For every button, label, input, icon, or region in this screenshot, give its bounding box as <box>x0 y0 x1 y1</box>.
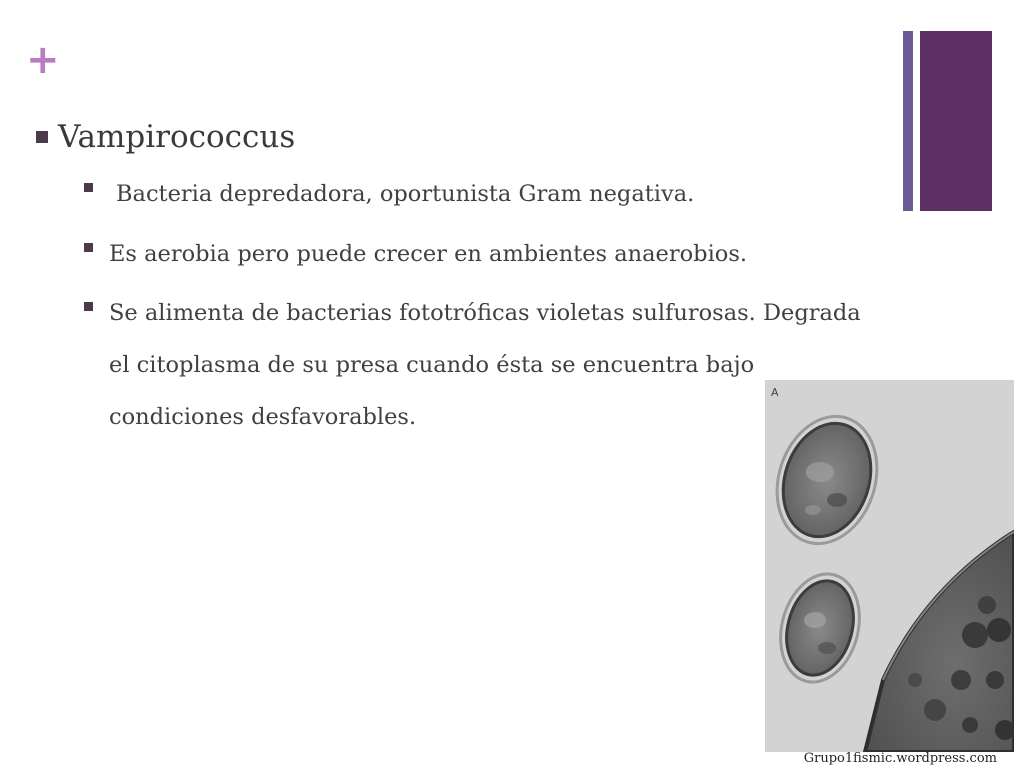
slide-title-row <box>36 115 295 159</box>
panel-label: A <box>771 386 779 399</box>
accent-bar-thin <box>903 31 913 211</box>
bullet-text: Se alimenta de bacterias fototróficas violetas sulfurosas. Degrada el citoplasma de su presa cuando ésta se encuentra bajo condiciones desfavorables. <box>109 300 861 430</box>
accent-bar-thick <box>920 31 992 211</box>
plus-decoration-icon: + <box>26 37 60 83</box>
bullet-item <box>84 168 694 220</box>
bullet-item <box>84 228 747 280</box>
bullet-square-icon <box>84 302 93 311</box>
image-credit: Grupo1fismic.wordpress.com <box>803 751 997 766</box>
slide-title: Vampirococcus <box>58 119 296 155</box>
title-bullet-icon <box>36 131 48 143</box>
bullet-square-icon <box>84 243 93 252</box>
bullet-text: Bacteria depredadora, oportunista Gram negativa. <box>116 181 695 207</box>
bullet-item <box>84 287 864 443</box>
bullet-square-icon <box>84 183 93 192</box>
micrograph-illustration <box>765 380 1014 752</box>
micrograph-image <box>765 380 1014 752</box>
bullet-text: Es aerobia pero puede crecer en ambientes anaerobios. <box>109 241 748 267</box>
